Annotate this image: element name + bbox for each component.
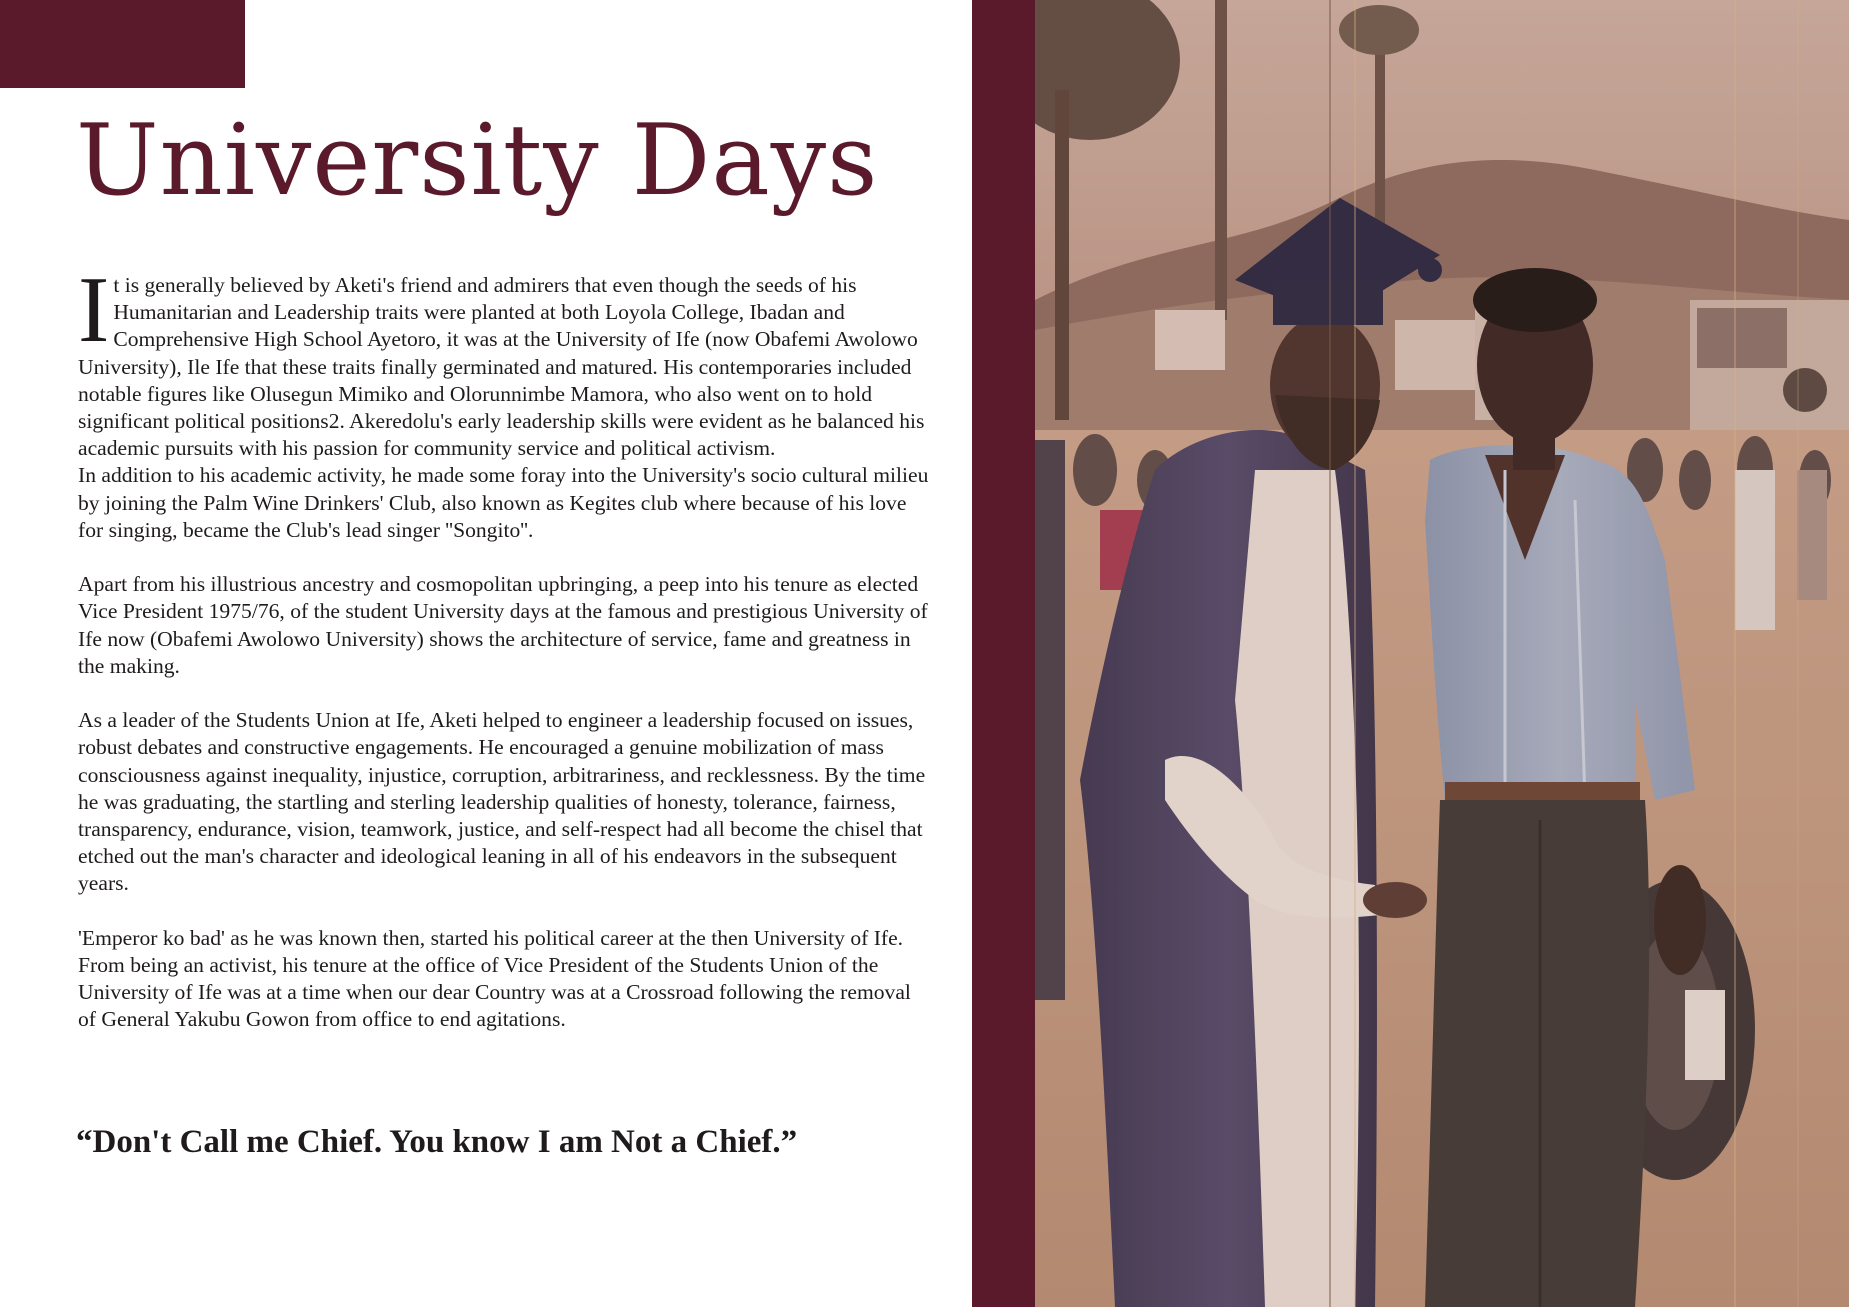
paragraph-4: As a leader of the Students Union at Ife, Aketi helped to engineer a leadership focused on issues, robust debates and constructive engagements. He encouraged a genuine mobilization of mass consciousness against inequality, injustice, corruption, arbitrariness, and recklessness. By the time he was graduating, the startling and sterling leadership qualities of honesty, tolerance, fairness, transparency, endurance, vision, teamwork, justice, and self-respect had all become the chisel that etched out the man's character and ideological leaning in all of his endeavors in the subsequent years.	[78, 708, 926, 896]
paragraph-2: In addition to his academic activity, he made some foray into the University's socio cultural milieu by joining the Palm Wine Drinkers' Club, also known as Kegites club where because of his love for singing, became the Club's lead singer ''Songito''.	[78, 463, 929, 542]
article-body	[78, 258, 933, 1034]
graduation-photo	[1035, 0, 1849, 1307]
paragraph-1-text: t is generally believed by Aketi's friend and admirers that even though the seeds of his Humanitarian and Leadership traits were planted at both Loyola College, Ibadan and Comprehensive High School Ayetoro, it was at the University of Ife (now Obafemi Awolowo University), Ile Ife that these traits finally germinated and matured. His contemporaries included notable figures like Olusegun Mimiko and Olorunnimbe Mamora, who also went on to hold significant political positions2. Akeredolu's early leadership skills were evident as he balanced his academic pursuits with his passion for community service and political activism.	[78, 273, 925, 461]
paragraph-3: Apart from his illustrious ancestry and cosmopolitan upbringing, a peep into his tenure as elected Vice President 1975/76, of the student University days at the famous and prestigious University of Ife now (Obafemi Awolowo University) shows the architecture of service, fame and greatness in the making.	[78, 572, 928, 678]
vertical-accent-bar	[972, 0, 1035, 1307]
drop-cap: I	[78, 258, 110, 362]
top-accent-block	[0, 0, 245, 88]
pull-quote: “Don't Call me Chief. You know I am Not a Chief.”	[76, 1124, 798, 1160]
paragraph-5: 'Emperor ko bad' as he was known then, started his political career at the then University of Ife. From being an activist, his tenure at the office of Vice President of the Students Union of the University of Ife was at a time when our dear Country was at a Crossroad following the removal of General Yakubu Gowon from office to end agitations.	[78, 925, 911, 1032]
paragraph-1	[78, 258, 933, 462]
page-title: University Days	[76, 104, 879, 218]
